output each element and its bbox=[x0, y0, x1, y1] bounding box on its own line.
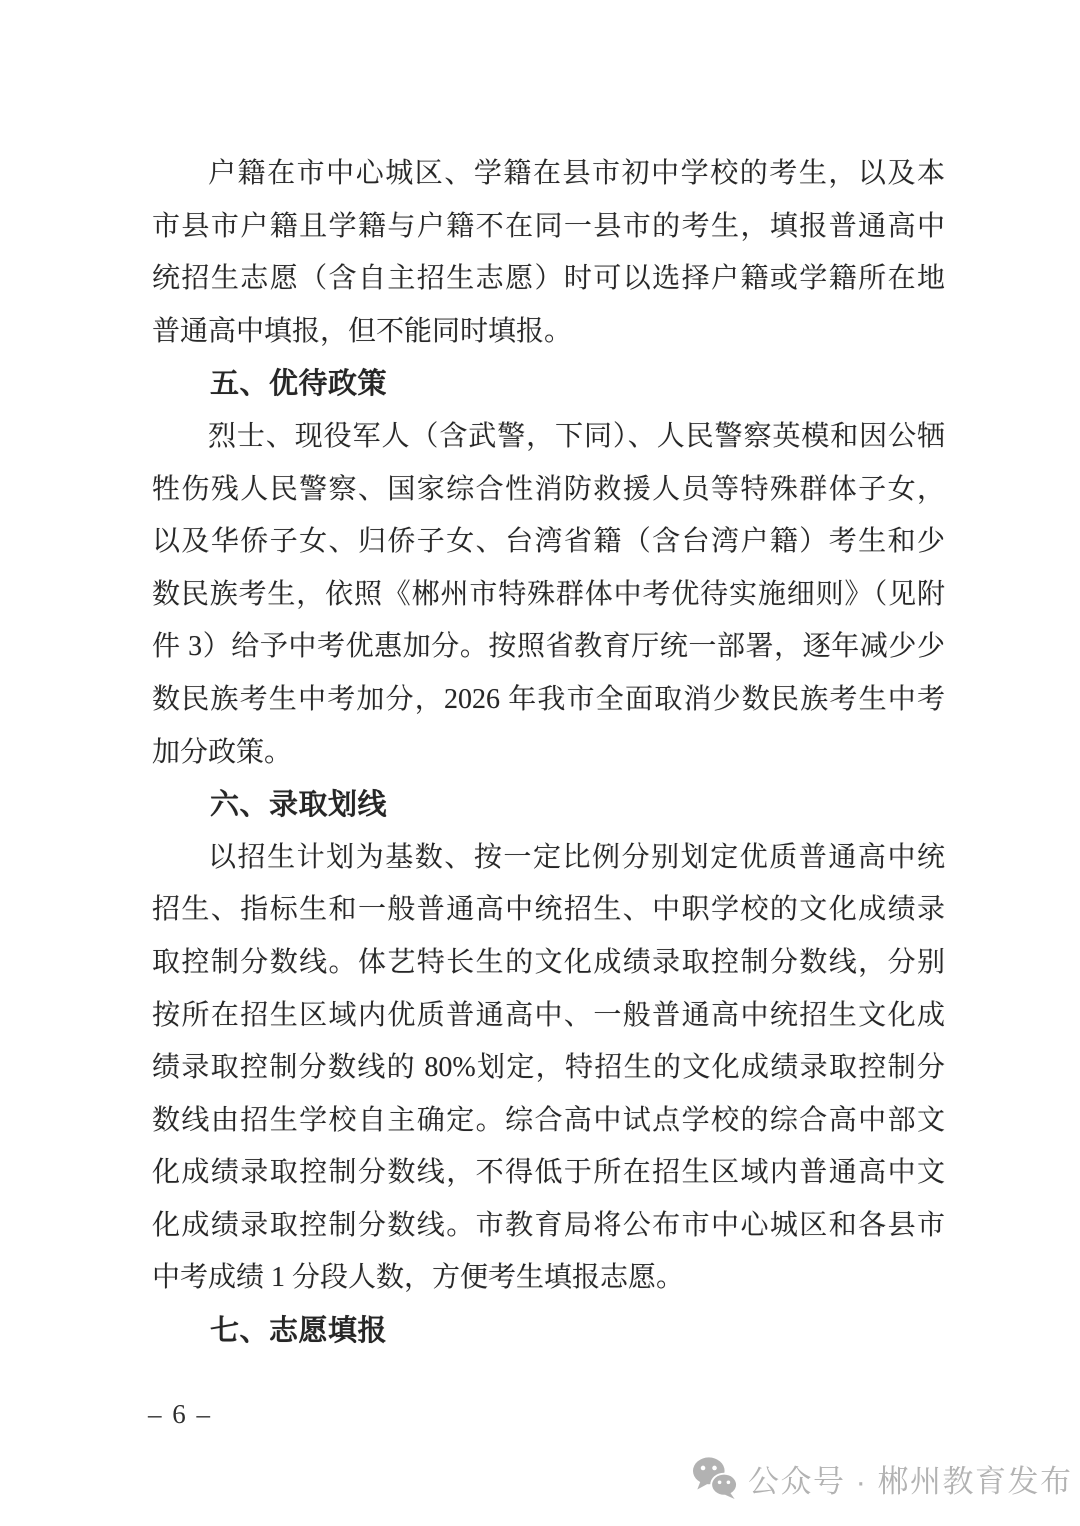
text-line: 普通高中填报，但不能同时填报。 bbox=[152, 315, 573, 347]
text-line: 件 3）给予中考优惠加分。按照省教育厅统一部署，逐年减少少 bbox=[152, 631, 945, 663]
page-number: – 6 – bbox=[148, 1399, 212, 1429]
text-line: 化成绩录取控制分数线，不得低于所在招生区域内普通高中文 bbox=[152, 1157, 945, 1189]
paragraph bbox=[152, 832, 945, 1305]
text-line: 取控制分数线。体艺特长生的文化成绩录取控制分数线，分别 bbox=[152, 946, 945, 978]
text-line: 市县市户籍且学籍与户籍不在同一县市的考生，填报普通高中 bbox=[152, 210, 945, 242]
paragraph bbox=[152, 148, 945, 358]
text-line: 数民族考生，依照《郴州市特殊群体中考优待实施细则》（见附 bbox=[152, 578, 945, 610]
text-line: 户籍在市中心城区、学籍在县市初中学校的考生，以及本 bbox=[208, 158, 945, 189]
text-line: 以及华侨子女、归侨子女、台湾省籍（含台湾户籍）考生和少 bbox=[152, 526, 945, 558]
wechat-watermark bbox=[692, 1454, 1073, 1502]
paragraph bbox=[152, 411, 945, 779]
text-line: 加分政策。 bbox=[152, 736, 293, 768]
text-line: 牲伤残人民警察、国家综合性消防救援人员等特殊群体子女， bbox=[152, 473, 945, 505]
text-line: 以招生计划为基数、按一定比例分别划定优质普通高中统 bbox=[208, 841, 945, 873]
text-line: 中考成绩 1 分段人数，方便考生填报志愿。 bbox=[152, 1262, 685, 1294]
text-line: 化成绩录取控制分数线。市教育局将公布市中心城区和各县市 bbox=[152, 1209, 945, 1241]
text-line: 数民族考生中考加分，2026 年我市全面取消少数民族考生中考 bbox=[152, 683, 945, 715]
text-line: 绩录取控制分数线的 80%划定，特招生的文化成绩录取控制分 bbox=[152, 1052, 945, 1084]
document-body bbox=[152, 148, 945, 1358]
text-line: 统招生志愿（含自主招生志愿）时可以选择户籍或学籍所在地 bbox=[152, 263, 945, 295]
section-heading: 五、优待政策 bbox=[210, 368, 388, 401]
text-line: 按所在招生区域内优质普通高中、一般普通高中统招生文化成 bbox=[152, 999, 945, 1031]
text-line: 烈士、现役军人（含武警，下同）、人民警察英模和因公牺 bbox=[208, 420, 945, 452]
section-heading: 七、志愿填报 bbox=[210, 1315, 388, 1348]
watermark-text: 公众号 · 郴州教育发布 bbox=[748, 1463, 1073, 1499]
text-line: 数线由招生学校自主确定。综合高中试点学校的综合高中部文 bbox=[152, 1104, 945, 1136]
text-line: 招生、指标生和一般普通高中统招生、中职学校的文化成绩录 bbox=[152, 894, 945, 926]
section-heading: 六、录取划线 bbox=[210, 789, 388, 822]
wechat-icon bbox=[692, 1456, 738, 1500]
